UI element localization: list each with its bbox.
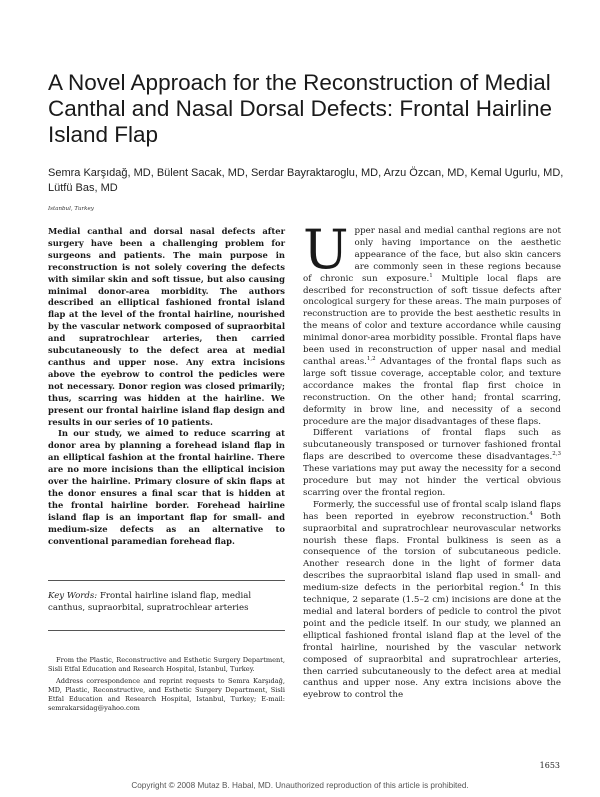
body-text-run: In this technique, 2 separate (1.5–2 cm) incisions are done at the medial and lateral borders of pedicle to control the pivot point and the pedicle itself. In our study, we planned an elliptical fashioned frontal island flap at the level of the frontal hairline, nourished by the vascular network composed of supraorbital and supratrochlear arteries, then carried subcutaneously to the defect area at medial canthus and upper nose. Any extra incisions above the eyebrow to control the [303,583,561,701]
affiliation-footnote: From the Plastic, Reconstructive and Esthetic Surgery Department, Sisli Etfal Education and Research Hospital, Istanbul, Turkey. [48,656,285,673]
keywords-label: Key Words: [48,591,98,601]
body-text-run: Both supraorbital and supratrochlear neurovascular networks nourish these flaps. Frontal bulkiness is seen as a consequence of the torsion of subcutaneous pedicle. Another research done in the light of former data describes the supraorbital island flap used in small- and medium-size defects in the periorbital region. [303,511,561,594]
citation-ref: 4 [529,510,533,517]
correspondence-footnote: Address correspondence and reprint requests to Semra Karşıdağ, MD, Plastic, Reconstructive, and Esthetic Surgery Department, Sisli Etfal Education and Research Hospital, Istanbul, Turkey; E-mail: semrakarsidag@yahoo.com [48,677,285,712]
body-paragraph [303,428,561,499]
body-paragraph [303,500,561,702]
citation-ref: 1 [429,272,433,279]
abstract-paragraph: In our study, we aimed to reduce scarring at donor area by planning a forehead island flap in an elliptical fashion at the frontal hairline. There are no more incisions than the elliptical incision over the hairline. Primary closure of skin flaps at the donor ensures a final scar that is hidden at the frontal hairline border. Forehead hairline island flap is an important flap for small- and medium-size defects as an alternative to conventional paramedian forehead flap. [48,428,285,546]
author-list: Semra Karşıdağ, MD, Bülent Sacak, MD, Serdar Bayraktaroglu, MD, Arzu Özcan, MD, Kemal Ugurlu, MD, Lütfü Bas, MD [48,167,564,194]
body-text [303,218,562,702]
article-title: A Novel Approach for the Reconstruction of Medial Canthal and Nasal Dorsal Defects: Frontal Hairline Island Flap [48,70,552,147]
citation-ref: 1,2 [366,356,376,363]
page-number: 1653 [539,761,560,770]
citation-ref: 4 [520,582,524,589]
drop-cap: U [303,218,349,281]
body-paragraph [303,218,562,428]
body-text-run: Advantages of the frontal flaps such as large soft tissue coverage, acceptable color, and texture accordance makes the frontal flap first choice in reconstruction. On the other hand; frontal scarring, deformity in brow line, and necessity of a second procedure are the major disadvantages of these flaps. [303,356,561,427]
keywords [48,591,285,615]
footnotes [48,656,285,716]
body-text-run: These variations may put away the necessity for a second procedure but may not hinder the vertical obvious scarring over the frontal region. [303,464,561,498]
keywords-divider-top [48,580,285,581]
body-text-run: pper nasal and medial canthal regions are not only having importance on the aesthetic appearance of the face, but also skin cancers are commonly seen in these regions because of chronic sun exposure. [303,226,561,284]
keywords-divider-bottom [48,630,285,631]
body-text-run: Formerly, the successful use of frontal scalp island flaps has been reported in eyebrow reconstruction. [303,499,561,522]
abstract [48,226,285,547]
copyright-notice: Copyright © 2008 Mutaz B. Habal, MD. Unauthorized reproduction of this article is prohibited. [131,781,469,790]
body-text-run: Multiple local flaps are described for reconstruction of soft tissue defects after oncological surgery for these areas. The main purposes of reconstruction are to provide the best aesthetic results in the means of color and texture accordance while causing minimal donor-area morbidity possible. Frontal flaps have been used in reconstruction of upper nasal and medial canthal areas. [303,273,562,367]
keywords-text: Frontal hairline island flap, medial canthus, supraorbital, supratrochlear arteries [48,591,252,613]
body-text-run: Different variations of frontal flaps such as subcutaneously transposed or turnover fashioned frontal flaps are described to overcome these disadvantages. [303,428,561,463]
location-line: Istanbul, Turkey [48,206,94,212]
abstract-paragraph: Medial canthal and dorsal nasal defects after surgery have been a challenging problem for surgeons and patients. The main purpose in reconstruction is not solely covering the defects with similar skin and soft tissue, but also causing minimal donor-area morbidity. The authors described an elliptical fashioned frontal island flap at the level of the frontal hairline, nourished by the vascular network composed of supraorbital and supratrochlear arteries, then carried subcutaneously to the defect area at medial canthus and upper nose. Any extra incisions above the eyebrow to control the pedicles were not necessary. Donor region was closed primarily; thus, scarring was hidden at the hairline. We present our frontal hairline island flap design and results in our series of 10 patients. [48,226,285,427]
citation-ref: 2,3 [552,451,561,458]
